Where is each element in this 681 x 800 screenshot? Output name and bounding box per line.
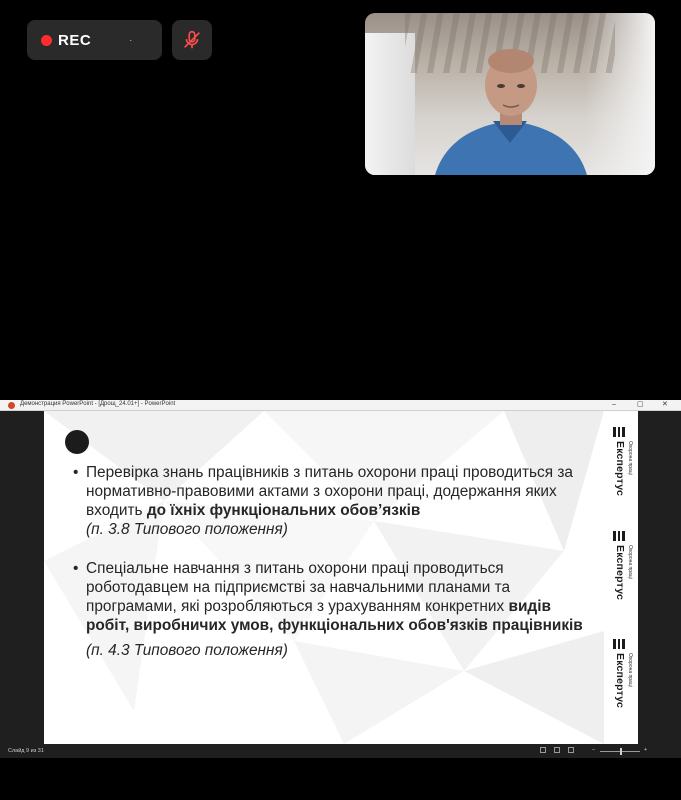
rec-separator: · [129, 34, 133, 46]
zoom-slider-knob[interactable] [620, 748, 622, 755]
bullet-text [86, 463, 593, 520]
mic-toggle-button[interactable] [172, 20, 212, 60]
powerpoint-icon [8, 402, 15, 409]
mic-muted-icon [181, 29, 203, 51]
bullet-item [73, 463, 593, 520]
powerpoint-window[interactable] [0, 400, 681, 758]
close-button[interactable]: ✕ [662, 401, 668, 408]
brand-logo [612, 639, 638, 719]
brand-name: Експертус [614, 653, 626, 709]
bullet-1-reference: (п. 3.8 Типового положення) [86, 521, 288, 538]
bullet-marker: • [73, 560, 79, 577]
record-dot-icon [41, 35, 52, 46]
bullet-item [73, 559, 593, 635]
status-bar [0, 744, 681, 758]
presenter-silhouette [365, 13, 655, 175]
brand-sub: Охорона праці [627, 545, 633, 579]
bullet-2-reference: (п. 4.3 Типового положення) [86, 642, 288, 659]
window-title: Демонстрация PowerPoint - [Дрощ_24.01+] - PowerPoint [20, 401, 176, 407]
brand-logo [612, 427, 638, 507]
sorter-view-icon[interactable] [554, 747, 560, 753]
zoom-out-icon[interactable]: – [592, 747, 596, 753]
reading-view-icon[interactable] [568, 747, 574, 753]
slide[interactable] [44, 411, 638, 744]
bullet-marker: • [73, 464, 79, 481]
brand-bars-icon [613, 531, 638, 541]
brand-name: Експертус [614, 545, 626, 601]
bullet-1-ref [86, 520, 593, 539]
bullet-1-text: Перевірка знань працівників з питань охорони праці проводиться за нормативно-правовими актами з охорони праці, додержання яких входить [86, 464, 573, 519]
brand-bars-icon [613, 427, 638, 437]
brand-sub: Охорона праці [627, 653, 633, 687]
recording-indicator[interactable] [27, 20, 162, 60]
slide-content [73, 463, 593, 660]
slide-logo-dot [65, 430, 89, 454]
bullet-2-text: Спеціальне навчання з питань охорони праці проводиться роботодавцем на підприємстві за навчальними планами та програмами, які розробляються з урахуванням конкретних [86, 560, 511, 615]
brand-bars-icon [613, 639, 638, 649]
bullet-1-bold: до їхніх функціональних обов’язків [146, 502, 421, 519]
rec-label: REC [58, 31, 92, 49]
window-titlebar[interactable] [0, 400, 681, 411]
maximize-button[interactable]: ▢ [637, 401, 644, 408]
bullet-text [86, 559, 593, 635]
minimize-button[interactable]: – [612, 401, 616, 408]
webcam-feed[interactable] [365, 13, 655, 175]
brand-sub: Охорона праці [627, 441, 633, 475]
slide-counter: Слайд 9 из 31 [8, 748, 44, 754]
zoom-in-icon[interactable]: + [644, 747, 648, 753]
brand-name: Експертус [614, 441, 626, 497]
brand-logo [612, 531, 638, 611]
view-buttons [540, 747, 574, 753]
bullet-2-ref [86, 641, 593, 660]
normal-view-icon[interactable] [540, 747, 546, 753]
bullet-2-bold: видів робіт, виробничих умов, функціональних обов'язків працівників [86, 598, 583, 634]
